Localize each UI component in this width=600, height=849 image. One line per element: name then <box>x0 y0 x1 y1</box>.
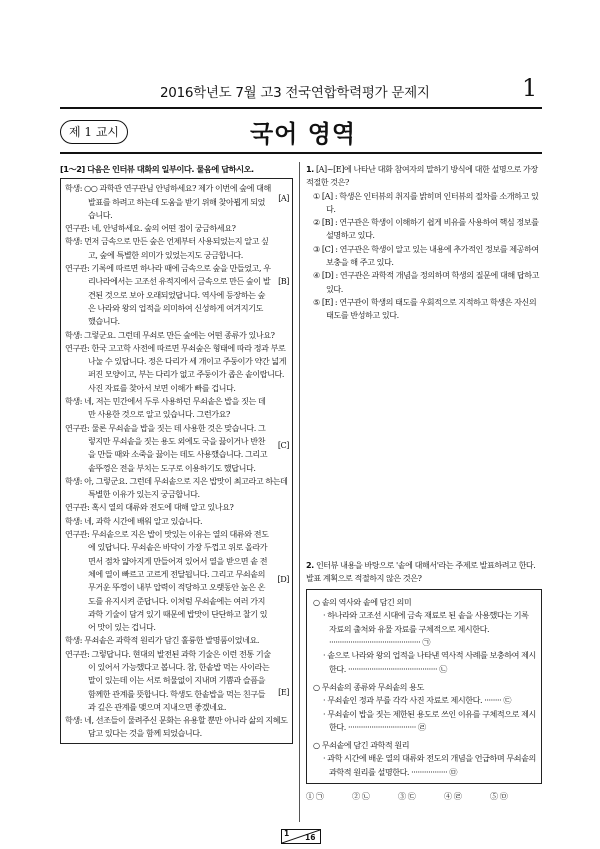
plan-heading: ○ 무쇠솥에 담긴 과학적 원리 <box>313 740 410 751</box>
speaker-label: 연구관: <box>65 648 90 659</box>
plan-item: · 무쇠솥인 정과 부를 각각 사진 자료로 제시한다. ········ ㉢ <box>323 695 511 706</box>
page-indicator-total: 16 <box>305 833 316 842</box>
page-indicator-current: 1 <box>284 829 290 838</box>
turn-text: 혹시 열의 대류와 전도에 대해 알고 있나요? <box>91 502 234 513</box>
speaker-label: 연구관: <box>65 223 90 234</box>
plan-item: · 무쇠솥이 밥을 짓는 제한된 용도로 쓰인 이유를 구체적으로 제시한다. ································ ㉣ <box>323 708 536 732</box>
turn-text: 네, 선조들이 물려주신 문화는 유용할 뿐만 아니라 삶의 지혜도 담고 있다는 것을 함께 되었습니다. <box>84 715 288 739</box>
interview-turn <box>65 222 289 235</box>
interview-turn <box>65 182 271 222</box>
speaker-label: 연구관: <box>65 422 90 433</box>
section-tag-d: [D] <box>277 574 289 585</box>
speaker-label: 학생: <box>65 475 83 486</box>
section-d <box>65 501 289 634</box>
interview-turn <box>65 262 271 328</box>
plan-heading: ○ 솥의 역사와 솥에 담긴 의미 <box>313 597 412 608</box>
turn-text: 물론 무쇠솥을 밥을 짓는 데 사용한 것은 맞습니다. 그렇지만 무쇠솥을 짓는 용도 외에도 국을 끓이거나 반찬을 만들 때와 소죽을 끓이는 데도 사용했습니다. 그리고 솥뚜껑은 전을 부치는 도구로 이용하기도 했답니다. <box>88 422 268 473</box>
speaker-label: 연구관: <box>65 502 90 513</box>
speaker-label: 학생: <box>65 329 83 340</box>
answer-option[interactable]: ① [A] : 학생은 인터뷰의 취지를 밝히며 인터뷰의 절차를 소개하고 있다. <box>313 190 539 214</box>
answer-option[interactable]: ③ ㉢ <box>398 791 416 802</box>
section-c <box>65 395 289 475</box>
interview-box <box>60 178 293 743</box>
turn-text: 한국 고고학 사전에 따르면 무쇠숲은 형태에 따라 정과 부로 나눌 수 있답니다. 정은 다리가 세 개이고 주둥이가 약간 넓게 퍼진 모양이고, 부는 다리가 없고 주둥이가 좁은 솥이랍니다. 사진 자료를 찾아서 보면 이해가 빠를 겁니다. <box>88 342 287 393</box>
question-2-number: 2. <box>306 559 314 570</box>
turn-text: 무쇠솥으로 지은 밥이 맛있는 이유는 열의 대류와 전도에 있답니다. 무쇠솥은 바닥이 가장 두껍고 위로 올라가면서 점차 얇아지게 만들어져 있어서 열을 받으면 솥 전체에 열이 빠르고 고르게 전달됩니다. 그리고 무쇠솥의 무거운 뚜껑이 내부 압력이 적당하고 오랫동안 높은 온도를 유지시켜 준답니다. 이처럼 무쇠솥에는 여러 가지 과학 기술이 담겨 있기 때문에 밥맛이 단단하고 찰기 있어 맛이 있는 겁니다. <box>88 529 269 633</box>
question-2-text: 인터뷰 내용을 바탕으로 '솥에 대해서'라는 주제로 발표하려고 한다. 발표 계획으로 적절하지 않은 것은? <box>306 559 536 583</box>
section-tag-b: [B] <box>278 276 289 287</box>
turn-text: 기록에 따르면 하나라 때에 금속으로 숲을 만들었고, 우리나라에서는 고조선 유적지에서 금속으로 만든 숲이 발견된 것으로 보아 오래되었답니다. 역사에 등장하는 숲은 나라와 왕의 업적을 의미하여 신성하게 여겨지기도 했습니다. <box>88 263 271 327</box>
section-tag-a: [A] <box>278 193 289 204</box>
interview-turn <box>65 235 271 262</box>
answer-option[interactable]: ② ㉡ <box>352 791 370 802</box>
session-label: 제 1 교시 <box>60 120 128 144</box>
plan-heading: ○ 무쇠솥의 종류와 무쇠솥의 용도 <box>313 681 424 692</box>
answer-option[interactable]: ⑤ [E] : 연구관이 학생의 태도를 우회적으로 지적하고 학생은 자신의 태도를 반성하고 있다. <box>313 296 537 321</box>
speaker-label: 연구관: <box>65 529 90 540</box>
column-divider <box>299 162 300 822</box>
speaker-label: 학생: <box>65 236 83 247</box>
answer-option[interactable]: ③ [C] : 연구관은 학생이 알고 있는 내용에 추가적인 정보를 제공하여 보충을 해 주고 있다. <box>313 243 539 268</box>
interview-turn <box>65 648 271 714</box>
plan-item: · 솥으로 나라와 왕의 업적을 나타낸 역사적 사례를 보충하여 제시한다. ·········································· ㉡ <box>323 650 536 674</box>
right-column <box>306 163 542 803</box>
speaker-label: 학생: <box>65 396 83 407</box>
interview-turn <box>65 528 271 634</box>
turn-text: 네, 저는 민간에서 두루 사용하던 무쇠솥은 밥을 짓는 데만 사용한 것으로 알고 있습니다. 그런가요? <box>84 396 266 420</box>
speaker-label: 연구관: <box>65 342 90 353</box>
answer-option[interactable]: ② [B] : 연구관은 학생이 이해하기 쉽게 비유를 사용하여 핵심 정보를 설명하고 있다. <box>313 217 539 241</box>
plan-item: · 하나라와 고조선 시대에 금속 재료로 된 솥을 사용했다는 기록 자료의 출처와 유물 자료를 구체적으로 제시한다. ··········································· ㉠ <box>323 610 529 648</box>
section-e <box>65 634 289 714</box>
turn-text: 네, 과학 시간에 배워 알고 있습니다. <box>84 515 203 526</box>
turn-text: 먼저 금속으로 만든 숲은 언제부터 사용되었는지 알고 싶고, 숲에 특별한 의미가 있었는지도 궁금합니다. <box>84 236 269 260</box>
turn-text: ○○ 과학관 연구관님 안녕하세요? 제가 이번에 숲에 대해 발표를 하려고 하는데 도움을 받기 위해 찾아뵙게 되었습니다. <box>84 183 271 220</box>
turn-text: 그렇답니다. 현대의 발전된 과학 기술은 이런 전통 기술이 있어서 가능했다고 봅니다. 참, 한솥밥 먹는 사이라는 말이 있는데 이는 서로 허물없이 지내며 기쁨과 슬픔을 함께한 관계를 뜻합니다. 학생도 한솥밥을 먹는 친구들과 깊은 관계를 맺으며 지내으면 좋겠네요. <box>88 648 271 712</box>
speaker-label: 연구관: <box>65 263 90 274</box>
interview-turn <box>65 475 289 502</box>
interview-turn <box>65 714 289 741</box>
section-a <box>65 182 289 222</box>
header-rule <box>60 152 542 154</box>
interview-turn <box>65 329 289 342</box>
top-rule <box>60 107 542 109</box>
answer-option[interactable]: ① ㉠ <box>306 791 324 802</box>
section-b <box>65 235 289 328</box>
left-column <box>60 163 293 744</box>
interview-turn <box>65 342 289 395</box>
question-2 <box>306 559 542 804</box>
section-tag-c: [C] <box>277 440 289 451</box>
plan-item: · 과학 시간에 배운 열의 대류와 전도의 개념을 언급하며 무쇠솥의 과학적 원리를 설명한다. ················· ㉤ <box>323 753 536 777</box>
interview-turn <box>65 422 271 475</box>
turn-text: 아, 그렇군요. 그런데 무쇠솥으로 지은 밥맛이 최고라고 하는데 특별한 이유가 있는지 궁금합니다. <box>84 475 288 500</box>
interview-turn <box>65 395 271 422</box>
section-tag-e: [E] <box>278 687 289 698</box>
subject-title: 국어 영역 <box>250 120 357 148</box>
question-2-answers <box>306 790 542 803</box>
exam-title: 2016학년도 7월 고3 전국연합학력평가 문제지 <box>160 85 430 101</box>
page-number: 1 <box>522 74 538 102</box>
answer-option[interactable]: ④ [D] : 연구관은 과학적 개념을 정의하며 학생의 질문에 대해 답하고 있다. <box>313 270 539 294</box>
interview-turn <box>65 634 271 647</box>
question-1 <box>306 163 542 323</box>
interview-turn <box>65 501 271 514</box>
answer-option[interactable]: ④ ㉣ <box>444 791 462 802</box>
question-2-stem <box>306 559 542 586</box>
question-1-text: [A]~[E]에 나타난 대화 참여자의 말하기 방식에 대한 설명으로 가장 적절한 것은? <box>306 164 538 188</box>
turn-text: 무쇠솥은 과학적 원리가 담긴 훌륭한 발명품이었네요. <box>84 635 259 646</box>
turn-text: 그렇군요. 그런데 무쇠로 만든 숲에는 어떤 종류가 있나요? <box>84 329 275 340</box>
question-1-stem <box>306 163 542 190</box>
speaker-label: 학생: <box>65 635 83 646</box>
set-heading: [1～2] 다음은 인터뷰 대화의 일부이다. 물음에 답하시오. <box>60 164 254 174</box>
interview-turn <box>65 515 271 528</box>
speaker-label: 학생: <box>65 183 83 194</box>
presentation-plan-box <box>306 589 542 784</box>
answer-option[interactable]: ⑤ ㉤ <box>490 791 508 802</box>
speaker-label: 학생: <box>65 515 83 526</box>
speaker-label: 학생: <box>65 715 83 726</box>
answer-space <box>306 323 542 559</box>
turn-text: 네, 안녕하세요. 숲의 어떤 점이 궁금하세요? <box>91 223 236 234</box>
question-1-number: 1. <box>306 164 314 174</box>
